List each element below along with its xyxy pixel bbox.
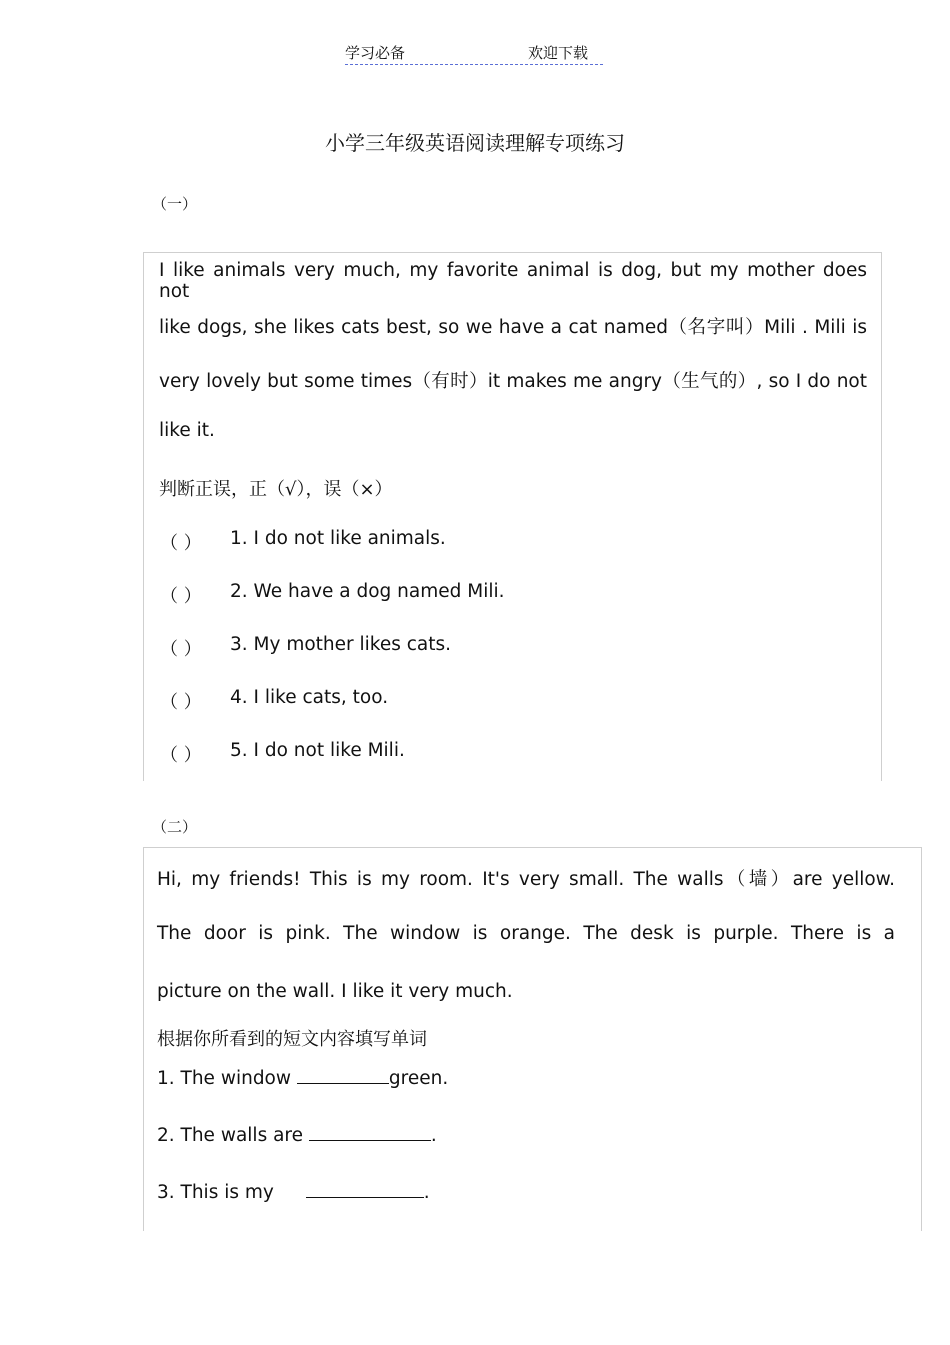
section-1-passage-line-1: I like animals very much, my favorite animal is dog, but my mother does not [159,260,867,302]
section-2-passage-line-2: The door is pink. The window is orange. The desk is purple. There is a [157,923,895,944]
section-1-passage-line-2: like dogs, she likes cats best, so we have a cat named（名字叫）Mili . Mili is [159,317,867,338]
section-2-fill-blank-3[interactable] [306,1183,424,1198]
section-1-instruction: 判断正误，正（√），误（×） [159,479,393,500]
section-2-question-1 [157,1068,448,1089]
section-1-question-4: 4. I like cats, too. [230,687,389,708]
section-1-question-3: 3. My mother likes cats. [230,634,452,655]
section-2-question-3-text: 3. This is my [157,1182,280,1203]
section-2-instruction: 根据你所看到的短文内容填写单词 [157,1029,427,1050]
section-1-question-1: 1. I do not like animals. [230,528,446,549]
section-2-question-3-suffix: . [423,1182,430,1203]
page-header [345,42,603,65]
section-2-question-3 [157,1182,430,1203]
section-1-question-5: 5. I do not like Mili. [230,740,405,761]
section-1-answer-blank-4[interactable]: （ ） [160,692,202,713]
section-1-passage-line-3: very lovely but some times（有时）it makes me angry（生气的）, so I do not [159,371,867,392]
section-1-answer-blank-2[interactable]: （ ） [160,586,202,607]
page-title: 小学三年级英语阅读理解专项练习 [325,131,625,155]
section-2-fill-blank-2[interactable] [309,1126,431,1141]
section-2-question-1-text: 1. The window [157,1068,297,1089]
section-1-answer-blank-5[interactable]: （ ） [160,745,202,766]
section-2-passage-line-3: picture on the wall. I like it very much. [157,981,513,1002]
section-1-answer-blank-3[interactable]: （ ） [160,639,202,660]
header-left-text: 学习必备 [345,44,406,62]
section-2-fill-blank-1[interactable] [297,1069,389,1084]
section-2-question-1-suffix: green. [388,1068,449,1089]
section-1-label: （一） [152,195,198,213]
section-1-question-2: 2. We have a dog named Mili. [230,581,505,602]
header-right-text: 欢迎下载 [528,44,589,62]
section-2-label: （二） [152,818,198,836]
section-1-passage-line-4: like it. [159,420,215,441]
section-2-question-2-text: 2. The walls are [157,1125,309,1146]
section-2-passage-line-1: Hi, my friends! This is my room. It's very small. The walls（墙）are yellow. [157,869,895,890]
section-2-question-2-suffix: . [430,1125,437,1146]
section-2-question-2 [157,1125,437,1146]
section-1-answer-blank-1[interactable]: （ ） [160,533,202,554]
